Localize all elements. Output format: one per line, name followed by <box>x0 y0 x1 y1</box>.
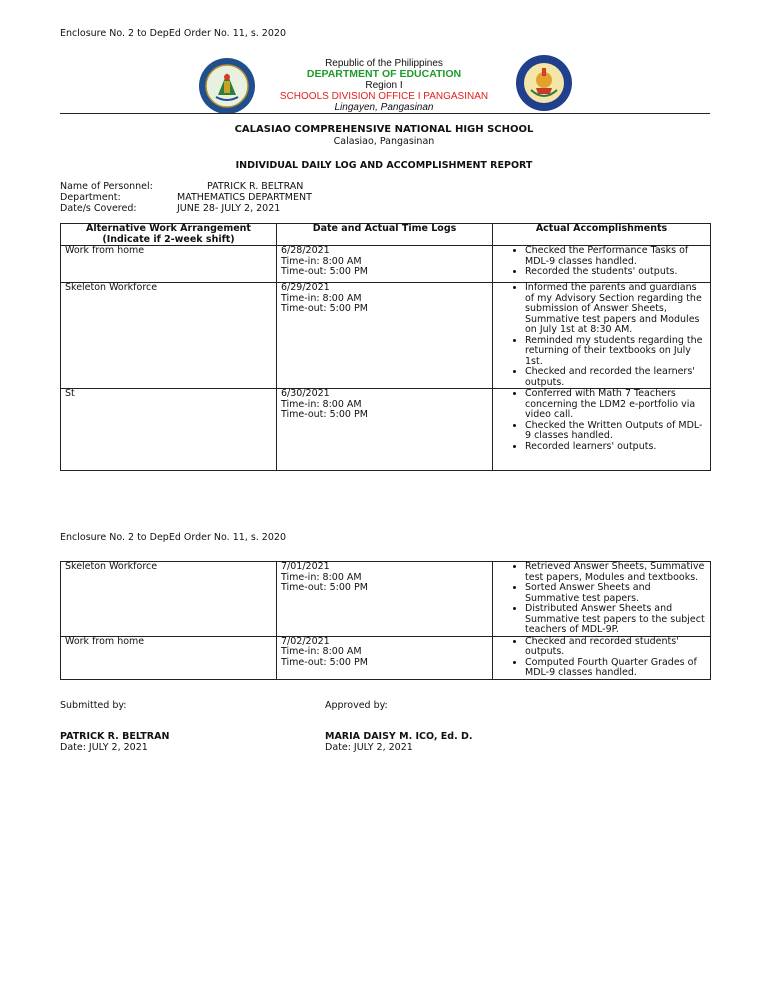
time-log-cell <box>277 246 493 283</box>
submitter-date: Date: JULY 2, 2021 <box>60 742 148 753</box>
accomplishment-item: • Informed the parents and guardians of my Advisory Section regarding the submission of Answer Sheets, Summative test papers and Modules on July 1st at 8:30 AM. <box>525 283 706 336</box>
arrangement-cell: Skeleton Workforce <box>61 283 277 389</box>
school-name: CALASIAO COMPREHENSIVE NATIONAL HIGH SCHOOL <box>234 124 534 135</box>
log-date: 7/01/2021 <box>281 561 330 572</box>
division-line: SCHOOLS DIVISION OFFICE I PANGASINAN <box>279 91 489 102</box>
header-time-logs: Date and Actual Time Logs <box>277 224 493 246</box>
arrangement-cell: Skeleton Workforce <box>61 562 277 637</box>
header-arrangement: Alternative Work Arrangement (Indicate if 2-week shift) <box>61 224 277 246</box>
accomplishment-item: • Checked and recorded the learners' outputs. <box>525 367 706 388</box>
dates-label: Date/s Covered: <box>60 203 137 214</box>
time-log-cell <box>277 389 493 471</box>
accomplishment-item: • Checked the Performance Tasks of MDL-9 classes handled. <box>525 246 706 267</box>
arrangement-cell: St <box>61 389 277 471</box>
time-log-cell <box>277 636 493 679</box>
time-in: Time-in: 8:00 AM <box>281 398 362 410</box>
log-date: 6/29/2021 <box>281 282 330 293</box>
dates-value: JUNE 28- JULY 2, 2021 <box>177 203 281 214</box>
approver-name: MARIA DAISY M. ICO, Ed. D. <box>325 731 473 742</box>
time-log-cell <box>277 283 493 389</box>
time-out: Time-out: 5:00 PM <box>281 582 368 593</box>
accomplishment-item: • Sorted Answer Sheets and Summative test papers. <box>525 583 706 604</box>
accomplishment-item: • Recorded the students' outputs. <box>525 267 706 278</box>
approver-date: Date: JULY 2, 2021 <box>325 742 413 753</box>
accomplishment-item: • Reminded my students regarding the returning of their textbooks on July 1st. <box>525 336 706 368</box>
department-line: DEPARTMENT OF EDUCATION <box>306 68 462 80</box>
time-out: Time-out: 5:00 PM <box>281 656 368 668</box>
submitted-by-label: Submitted by: <box>60 700 127 711</box>
table-row <box>61 246 711 283</box>
republic-line: Republic of the Philippines <box>325 58 443 69</box>
name-value: PATRICK R. BELTRAN <box>207 181 304 192</box>
accomplishments-cell <box>493 636 711 679</box>
enclosure-note-page-2: Enclosure No. 2 to DepEd Order No. 11, s. 2020 <box>60 532 286 543</box>
table-row <box>61 562 711 637</box>
daily-log-table-continued <box>60 561 711 680</box>
log-date: 6/30/2021 <box>281 388 330 399</box>
time-out: Time-out: 5:00 PM <box>281 303 368 314</box>
table-row <box>61 283 711 389</box>
log-date: 7/02/2021 <box>281 635 330 647</box>
time-log-cell <box>277 562 493 637</box>
accomplishment-item: • Checked and recorded students' outputs. <box>525 637 706 658</box>
accomplishment-item: • Checked the Written Outputs of MDL-9 classes handled. <box>525 421 706 442</box>
accomplishments-cell <box>493 246 711 283</box>
name-label: Name of Personnel: <box>60 181 153 192</box>
department-value: MATHEMATICS DEPARTMENT <box>177 192 312 203</box>
report-title: INDIVIDUAL DAILY LOG AND ACCOMPLISHMENT REPORT <box>235 160 533 171</box>
header-accomplishments: Actual Accomplishments <box>493 224 711 246</box>
daily-log-table <box>60 223 711 471</box>
time-out: Time-out: 5:00 PM <box>281 266 368 277</box>
accomplishment-item: • Computed Fourth Quarter Grades of MDL-9 classes handled. <box>525 658 706 679</box>
arrangement-cell: Work from home <box>61 636 277 679</box>
log-date: 6/28/2021 <box>281 245 330 256</box>
accomplishment-item: • Distributed Answer Sheets and Summative test papers to the subject teachers of MDL-9P. <box>525 604 706 636</box>
department-label: Department: <box>60 192 121 203</box>
time-in: Time-in: 8:00 AM <box>281 255 362 267</box>
accomplishment-item: • Recorded learners' outputs. <box>525 442 706 453</box>
arrangement-cell: Work from home <box>61 246 277 283</box>
accomplishments-cell <box>493 389 711 471</box>
table-header-row <box>61 224 711 246</box>
enclosure-note: Enclosure No. 2 to DepEd Order No. 11, s. 2020 <box>60 28 286 39</box>
time-out: Time-out: 5:00 PM <box>281 409 368 420</box>
accomplishments-cell <box>493 283 711 389</box>
submitter-name: PATRICK R. BELTRAN <box>60 731 170 742</box>
table-row <box>61 389 711 471</box>
deped-header <box>0 58 768 113</box>
time-in: Time-in: 8:00 AM <box>281 571 362 583</box>
table-row <box>61 636 711 679</box>
approved-by-label: Approved by: <box>325 700 388 711</box>
header-divider <box>60 113 710 114</box>
time-in: Time-in: 8:00 AM <box>281 292 362 304</box>
location-line: Lingayen, Pangasinan <box>334 102 434 113</box>
school-town: Calasiao, Pangasinan <box>333 136 435 147</box>
accomplishment-item: • Conferred with Math 7 Teachers concerning the LDM2 e-portfolio via video call. <box>525 389 706 421</box>
region-line: Region I <box>365 80 403 91</box>
time-in: Time-in: 8:00 AM <box>281 646 362 657</box>
accomplishment-item: • Retrieved Answer Sheets, Summative test papers, Modules and textbooks. <box>525 562 706 583</box>
accomplishments-cell <box>493 562 711 637</box>
